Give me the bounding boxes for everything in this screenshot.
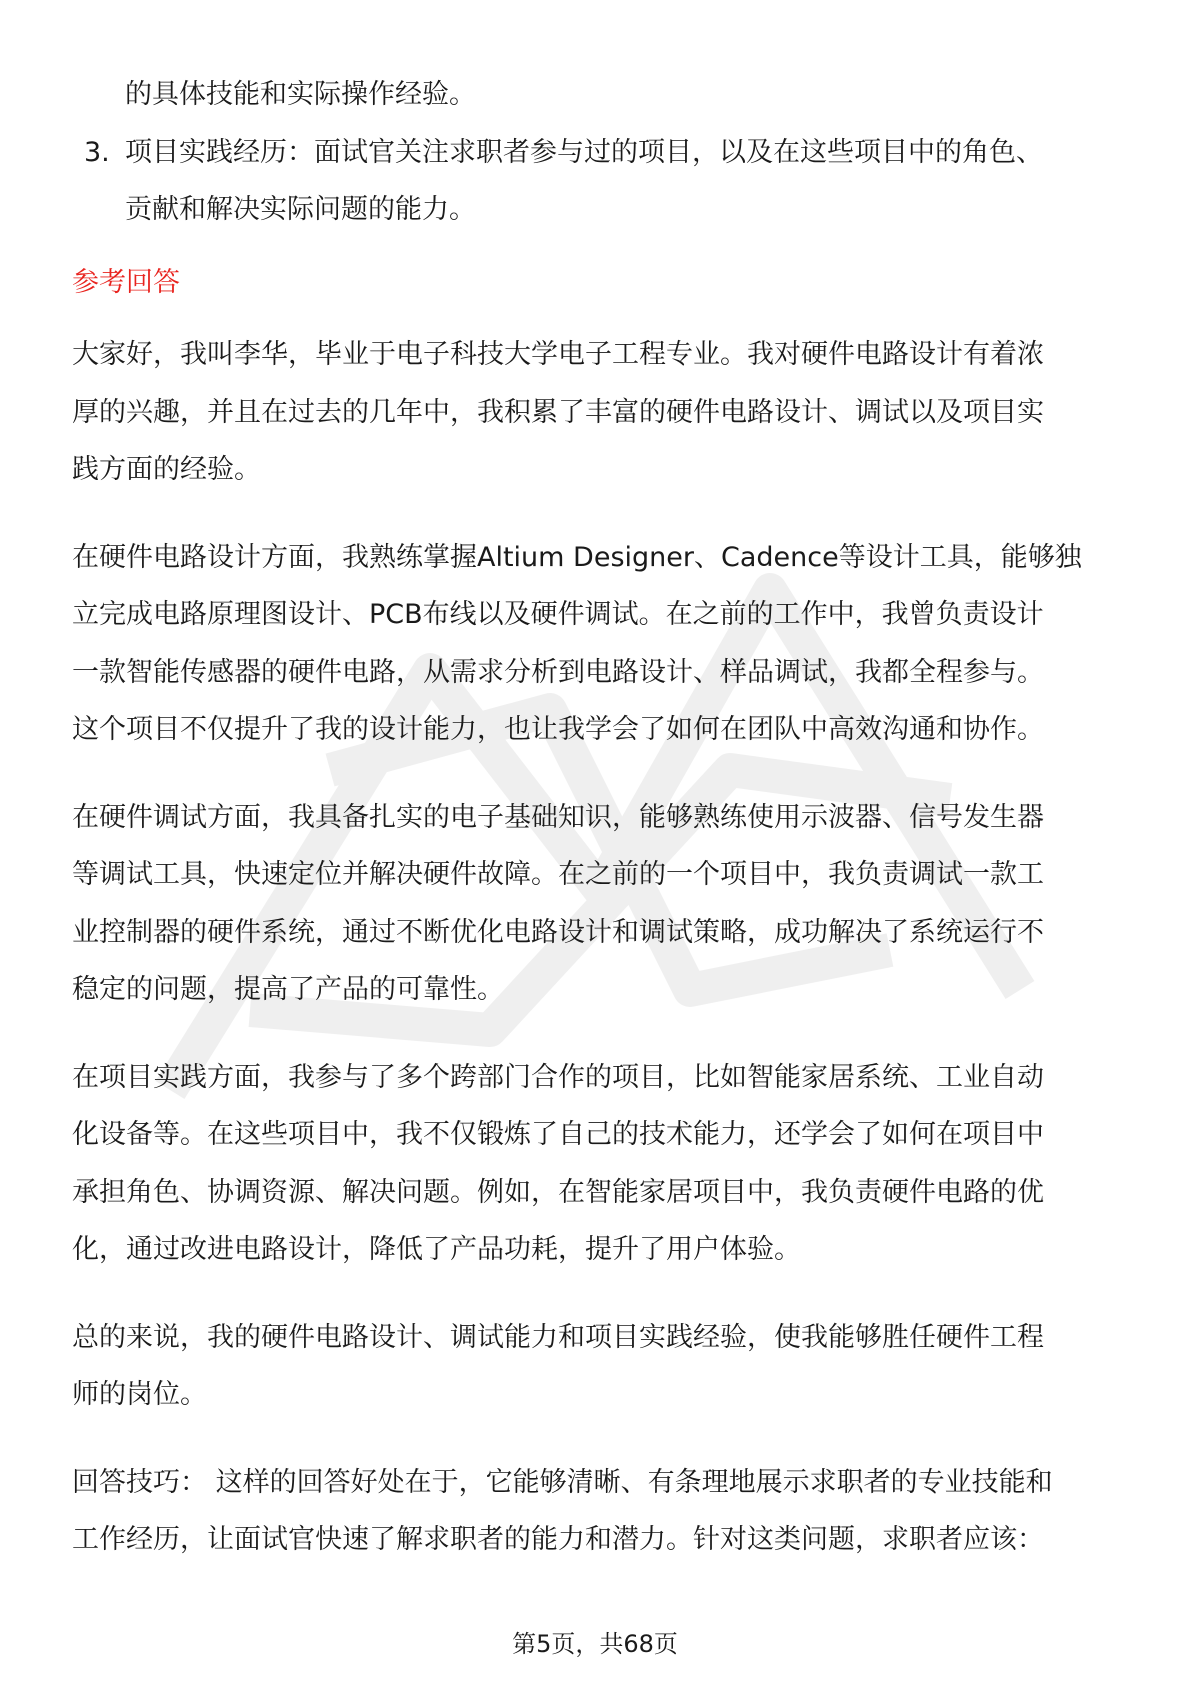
paragraph-line: 回答技巧： 这样的回答好处在于，它能够清晰、有条理地展示求职者的专业技能和 <box>72 1466 1053 1498</box>
paragraph-line: 在项目实践方面，我参与了多个跨部门合作的项目，比如智能家居系统、工业自动 <box>72 1061 1044 1093</box>
paragraph-debugging <box>72 789 1132 1019</box>
paragraph-line: 化设备等。在这些项目中，我不仅锻炼了自己的技术能力，还学会了如何在项目中 <box>72 1119 1044 1150</box>
list-item-3 <box>72 124 1132 239</box>
paragraph-intro <box>72 326 1132 499</box>
paragraph-line: 工作经历，让面试官快速了解求职者的能力和潜力。针对这类问题，求职者应该： <box>72 1524 1044 1555</box>
paragraph-line: 践方面的经验。 <box>72 454 261 485</box>
paragraph-line: 等调试工具，快速定位并解决硬件故障。在之前的一个项目中，我负责调试一款工 <box>72 859 1044 890</box>
paragraph-line: 师的岗位。 <box>72 1379 207 1410</box>
list-item-text <box>125 124 1043 239</box>
paragraph-line: 总的来说，我的硬件电路设计、调试能力和项目实践经验，使我能够胜任硬件工程 <box>72 1321 1044 1353</box>
paragraph-line: 化，通过改进电路设计，降低了产品功耗，提升了用户体验。 <box>72 1234 801 1265</box>
page-content <box>72 66 1132 1569</box>
list-item-line: 贡献和解决实际问题的能力。 <box>125 194 476 225</box>
paragraph-line: 这个项目不仅提升了我的设计能力，也让我学会了如何在团队中高效沟通和协作。 <box>72 714 1044 745</box>
paragraph-projects <box>72 1049 1132 1279</box>
paragraph-line: 稳定的问题，提高了产品的可靠性。 <box>72 974 504 1005</box>
paragraph-line: 业控制器的硬件系统，通过不断优化电路设计和调试策略，成功解决了系统运行不 <box>72 916 1044 948</box>
paragraph-line: 一款智能传感器的硬件电路，从需求分析到电路设计、样品调试，我都全程参与。 <box>72 656 1044 688</box>
paragraph-line: 大家好，我叫李华，毕业于电子科技大学电子工程专业。我对硬件电路设计有着浓 <box>72 339 1044 370</box>
paragraph-line: 承担角色、协调资源、解决问题。例如，在智能家居项目中，我负责硬件电路的优 <box>72 1176 1044 1208</box>
section-heading: 参考回答 <box>72 266 180 298</box>
list-number: 3. <box>84 136 110 168</box>
paragraph-summary <box>72 1309 1132 1424</box>
paragraph-line: 在硬件电路设计方面，我熟练掌握Altium Designer、Cadence等设计工具，能够独 <box>72 541 1082 573</box>
list-item-continuation: 的具体技能和实际操作经验。 <box>125 79 476 110</box>
paragraph-tips <box>72 1454 1132 1569</box>
paragraph-line: 在硬件调试方面，我具备扎实的电子基础知识，能够熟练使用示波器、信号发生器 <box>72 801 1044 833</box>
paragraph-design <box>72 529 1132 759</box>
list-item-line: 项目实践经历：面试官关注求职者参与过的项目，以及在这些项目中的角色、 <box>125 136 1043 168</box>
page-footer: 第5页，共68页 <box>512 1630 678 1658</box>
paragraph-line: 厚的兴趣，并且在过去的几年中，我积累了丰富的硬件电路设计、调试以及项目实 <box>72 396 1044 428</box>
paragraph-line: 立完成电路原理图设计、PCB布线以及硬件调试。在之前的工作中，我曾负责设计 <box>72 599 1044 630</box>
